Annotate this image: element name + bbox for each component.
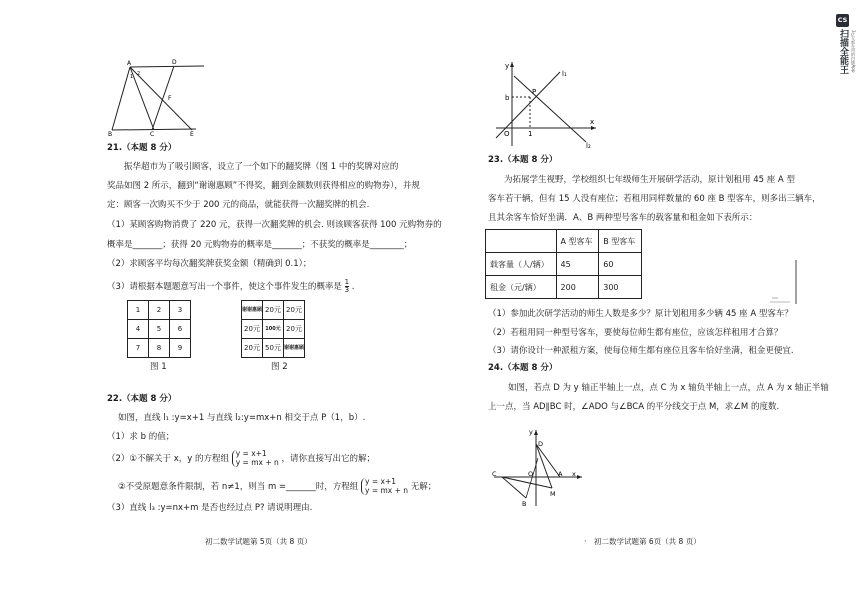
bus-fee-table <box>485 229 642 299</box>
fig24-label-B: B <box>522 500 527 508</box>
graph-label-1: 1 <box>528 130 533 138</box>
grid2-cell: 谢谢惠顾 <box>242 301 263 320</box>
q21-intro-line2: 奖品如图 2 所示，翻到“谢谢惠顾”不得奖，翻到金额数则获得相应的购物券），并规 <box>107 181 420 191</box>
label-A: A <box>127 60 132 67</box>
fig24-label-D: D <box>538 440 544 448</box>
q22-part2-line1 <box>107 450 375 467</box>
grid1-cell: 1 <box>128 301 149 320</box>
fee-table-header-cell: B 型客车 <box>599 230 642 253</box>
grid2-row <box>242 339 305 358</box>
grid2-cell: 100元 <box>263 320 284 339</box>
q23-part2: （2）若租用同一种型号客车，要使每位师生都有座位，应该怎样租用才合算？ <box>488 328 783 338</box>
fee-table-row <box>486 276 642 299</box>
cs-logo-icon: CS <box>836 14 849 27</box>
q21-part3-text: （3）请根据本题题意写出一个事件，使这个事件发生的概率是 <box>107 282 342 292</box>
q22-part2-text-c: ②不受原题意条件限制，若 n≠1，则当 m =_______时，方程组 <box>118 482 359 492</box>
grid1-cell: 9 <box>170 339 191 358</box>
fig24-label-A: A <box>558 470 563 478</box>
grid2-cell: 50元 <box>263 339 284 358</box>
grid2-row <box>242 320 305 339</box>
fraction-numerator: 1 <box>344 278 350 286</box>
graph-label-P: P <box>532 88 537 96</box>
scanner-watermark <box>836 14 856 74</box>
q21-part3-end: . <box>351 282 355 292</box>
angle-bisector-figure <box>486 424 592 510</box>
fee-table-cell: 租金（元/辆） <box>486 276 557 299</box>
fee-table-header-cell: A 型客车 <box>556 230 599 253</box>
fig24-label-O: O <box>528 470 534 478</box>
q22-intro: 如图，直线 l₁ :y=x+1 与直线 l₂:y=mx+n 相交于点 P（1，b）. <box>118 413 366 423</box>
label-C: C <box>150 131 155 136</box>
q22-part3: （3）直线 l₃ :y=nx+m 是否也经过点 P? 请说明理由. <box>107 503 313 513</box>
q23-intro-line2: 客车若干辆，但有 15 人没有座位；若租用同样数量的 60 座 B 型客车，则多出三辆车， <box>488 194 821 204</box>
label-D: D <box>172 59 177 66</box>
q22-part2-text-d: 无解； <box>410 482 437 492</box>
graph-label-l1: l₁ <box>562 70 567 78</box>
q22-part2-line2 <box>118 478 436 495</box>
q21-part1-line2: 概率是_______；获得 20 元购物券的概率是_______；不获奖的概率是________； <box>107 240 413 250</box>
label-1: 1 <box>130 74 134 80</box>
graph-label-y: y <box>505 62 510 70</box>
grid2-cell: 20元 <box>284 320 305 339</box>
grid2-cell: 20元 <box>284 301 305 320</box>
q24-intro-line1: 如图，若点 D 为 y 轴正半轴上一点，点 C 为 x 轴负半轴上一点，点 A 为 x 轴正半轴 <box>508 383 829 393</box>
eq2-line2: y = mx + n <box>365 485 409 495</box>
q22-part1: （1）求 b 的值； <box>107 432 175 442</box>
fig24-label-y: y <box>529 428 533 436</box>
fraction-denominator: 3 <box>344 286 350 294</box>
grid1-cell: 2 <box>149 301 170 320</box>
fraction-one-third <box>345 279 349 294</box>
q24-heading: 24.（本题 8 分） <box>488 363 558 373</box>
figure2-grid <box>241 300 305 358</box>
figure1-grid <box>127 300 191 358</box>
equation-system-1 <box>232 450 279 467</box>
q23-part3: （3）请你设计一种派租方案，使每位师生都有座位且客车恰好坐满，租金更便宜. <box>488 346 794 356</box>
grid1-cell: 3 <box>170 301 191 320</box>
fee-table-header-row <box>486 230 642 253</box>
right-page-footer-dot: · <box>584 537 587 546</box>
grid1-cell: 5 <box>149 320 170 339</box>
grid2-row <box>242 301 305 320</box>
grid1-row <box>128 301 191 320</box>
q24-intro-line2: 上一点，当 AD∥BC 时，∠ADO 与∠BCA 的平分线交于点 M，求∠M 的度数. <box>488 402 780 412</box>
q23-intro-line3: 且其余客车恰好坐满．A、B 两种型号客车的载客量和租金如下表所示： <box>488 213 758 223</box>
eq2-line1: y = x+1 <box>365 477 397 486</box>
graph-label-l2: l₂ <box>586 142 591 150</box>
fee-table-row <box>486 253 642 276</box>
left-page-footer: 初二数学试题第 5页（共 8 页） <box>205 537 312 546</box>
q21-intro-line3: 定：顾客一次购买不少于 200 元的商品，就能获得一次翻奖牌的机会. <box>107 200 370 210</box>
geometry-figure-parallel-lines <box>108 58 208 136</box>
equation-system-2 <box>361 478 408 495</box>
grid2-cell: 20元 <box>263 301 284 320</box>
eq1-line1: y = x+1 <box>235 449 267 458</box>
q22-heading: 22.（本题 8 分） <box>107 394 177 404</box>
figure1-caption: 图 1 <box>150 362 167 372</box>
fee-table-cell: 60 <box>599 253 642 276</box>
fee-table-cell: 300 <box>599 276 642 299</box>
grid2-cell: 谢谢惠顾 <box>284 339 305 358</box>
fig24-label-C: C <box>492 470 497 478</box>
q21-heading: 21.（本题 8 分） <box>107 143 177 153</box>
scanner-subtitle: 3亿人都在用的扫描App <box>851 30 856 73</box>
line-intersection-graph <box>488 58 600 150</box>
grid1-row <box>128 339 191 358</box>
fee-table-cell: 载客量（人/辆） <box>486 253 557 276</box>
fig24-label-M: M <box>550 490 556 498</box>
fee-table-cell: 200 <box>556 276 599 299</box>
grid1-cell: 7 <box>128 339 149 358</box>
scanner-title: 扫描全能王 <box>838 29 848 74</box>
fee-table-header-cell <box>486 230 557 253</box>
grid2-cell: 20元 <box>242 320 263 339</box>
label-F: F <box>168 95 172 102</box>
q23-intro-line1: 为拓展学生视野，学校组织七年级师生开展研学活动，原计划租用 45 座 A 型 <box>504 175 795 185</box>
figure2-caption: 图 2 <box>271 362 288 372</box>
label-2: 2 <box>137 71 141 77</box>
graph-label-b: b <box>505 94 510 102</box>
q22-part2-text-b: ，请你直接写出它的解； <box>281 454 375 464</box>
graph-label-x: x <box>590 118 595 126</box>
q21-part3 <box>107 279 355 294</box>
grid2-cell: 20元 <box>242 339 263 358</box>
grid1-cell: 8 <box>149 339 170 358</box>
q23-heading: 23.（本题 8 分） <box>488 155 558 165</box>
grid1-cell: 4 <box>128 320 149 339</box>
q21-part2: （2）求顾客平均每次翻奖牌获奖金额（精确到 0.1）； <box>107 259 312 269</box>
q22-part2-text-a: （2）①不解关于 x，y 的方程组 <box>107 454 229 464</box>
graph-label-O: O <box>504 130 510 138</box>
q21-intro-line1: 振华超市为了吸引顾客，设立了一个如下的翻奖牌（图 1 中的奖牌对应的 <box>124 162 399 172</box>
fee-table-cell: 45 <box>556 253 599 276</box>
grid1-row <box>128 320 191 339</box>
q21-part1-line1: （1）某顾客购物消费了 220 元，获得一次翻奖牌的机会. 则该顾客获得 100 元购物券的 <box>107 220 442 230</box>
grid1-cell: 6 <box>170 320 191 339</box>
q23-part1: （1）参加此次研学活动的师生人数是多少？原计划租用多少辆 45 座 A 型客车？ <box>488 309 793 319</box>
right-page-footer: 初二数学试题第 6页（共 8 页） <box>594 537 701 546</box>
label-E: E <box>190 131 194 136</box>
eq1-line2: y = mx + n <box>235 457 279 467</box>
fig24-label-x: x <box>572 470 576 478</box>
label-B: B <box>108 131 113 136</box>
scan-artifact-mark <box>760 258 800 308</box>
